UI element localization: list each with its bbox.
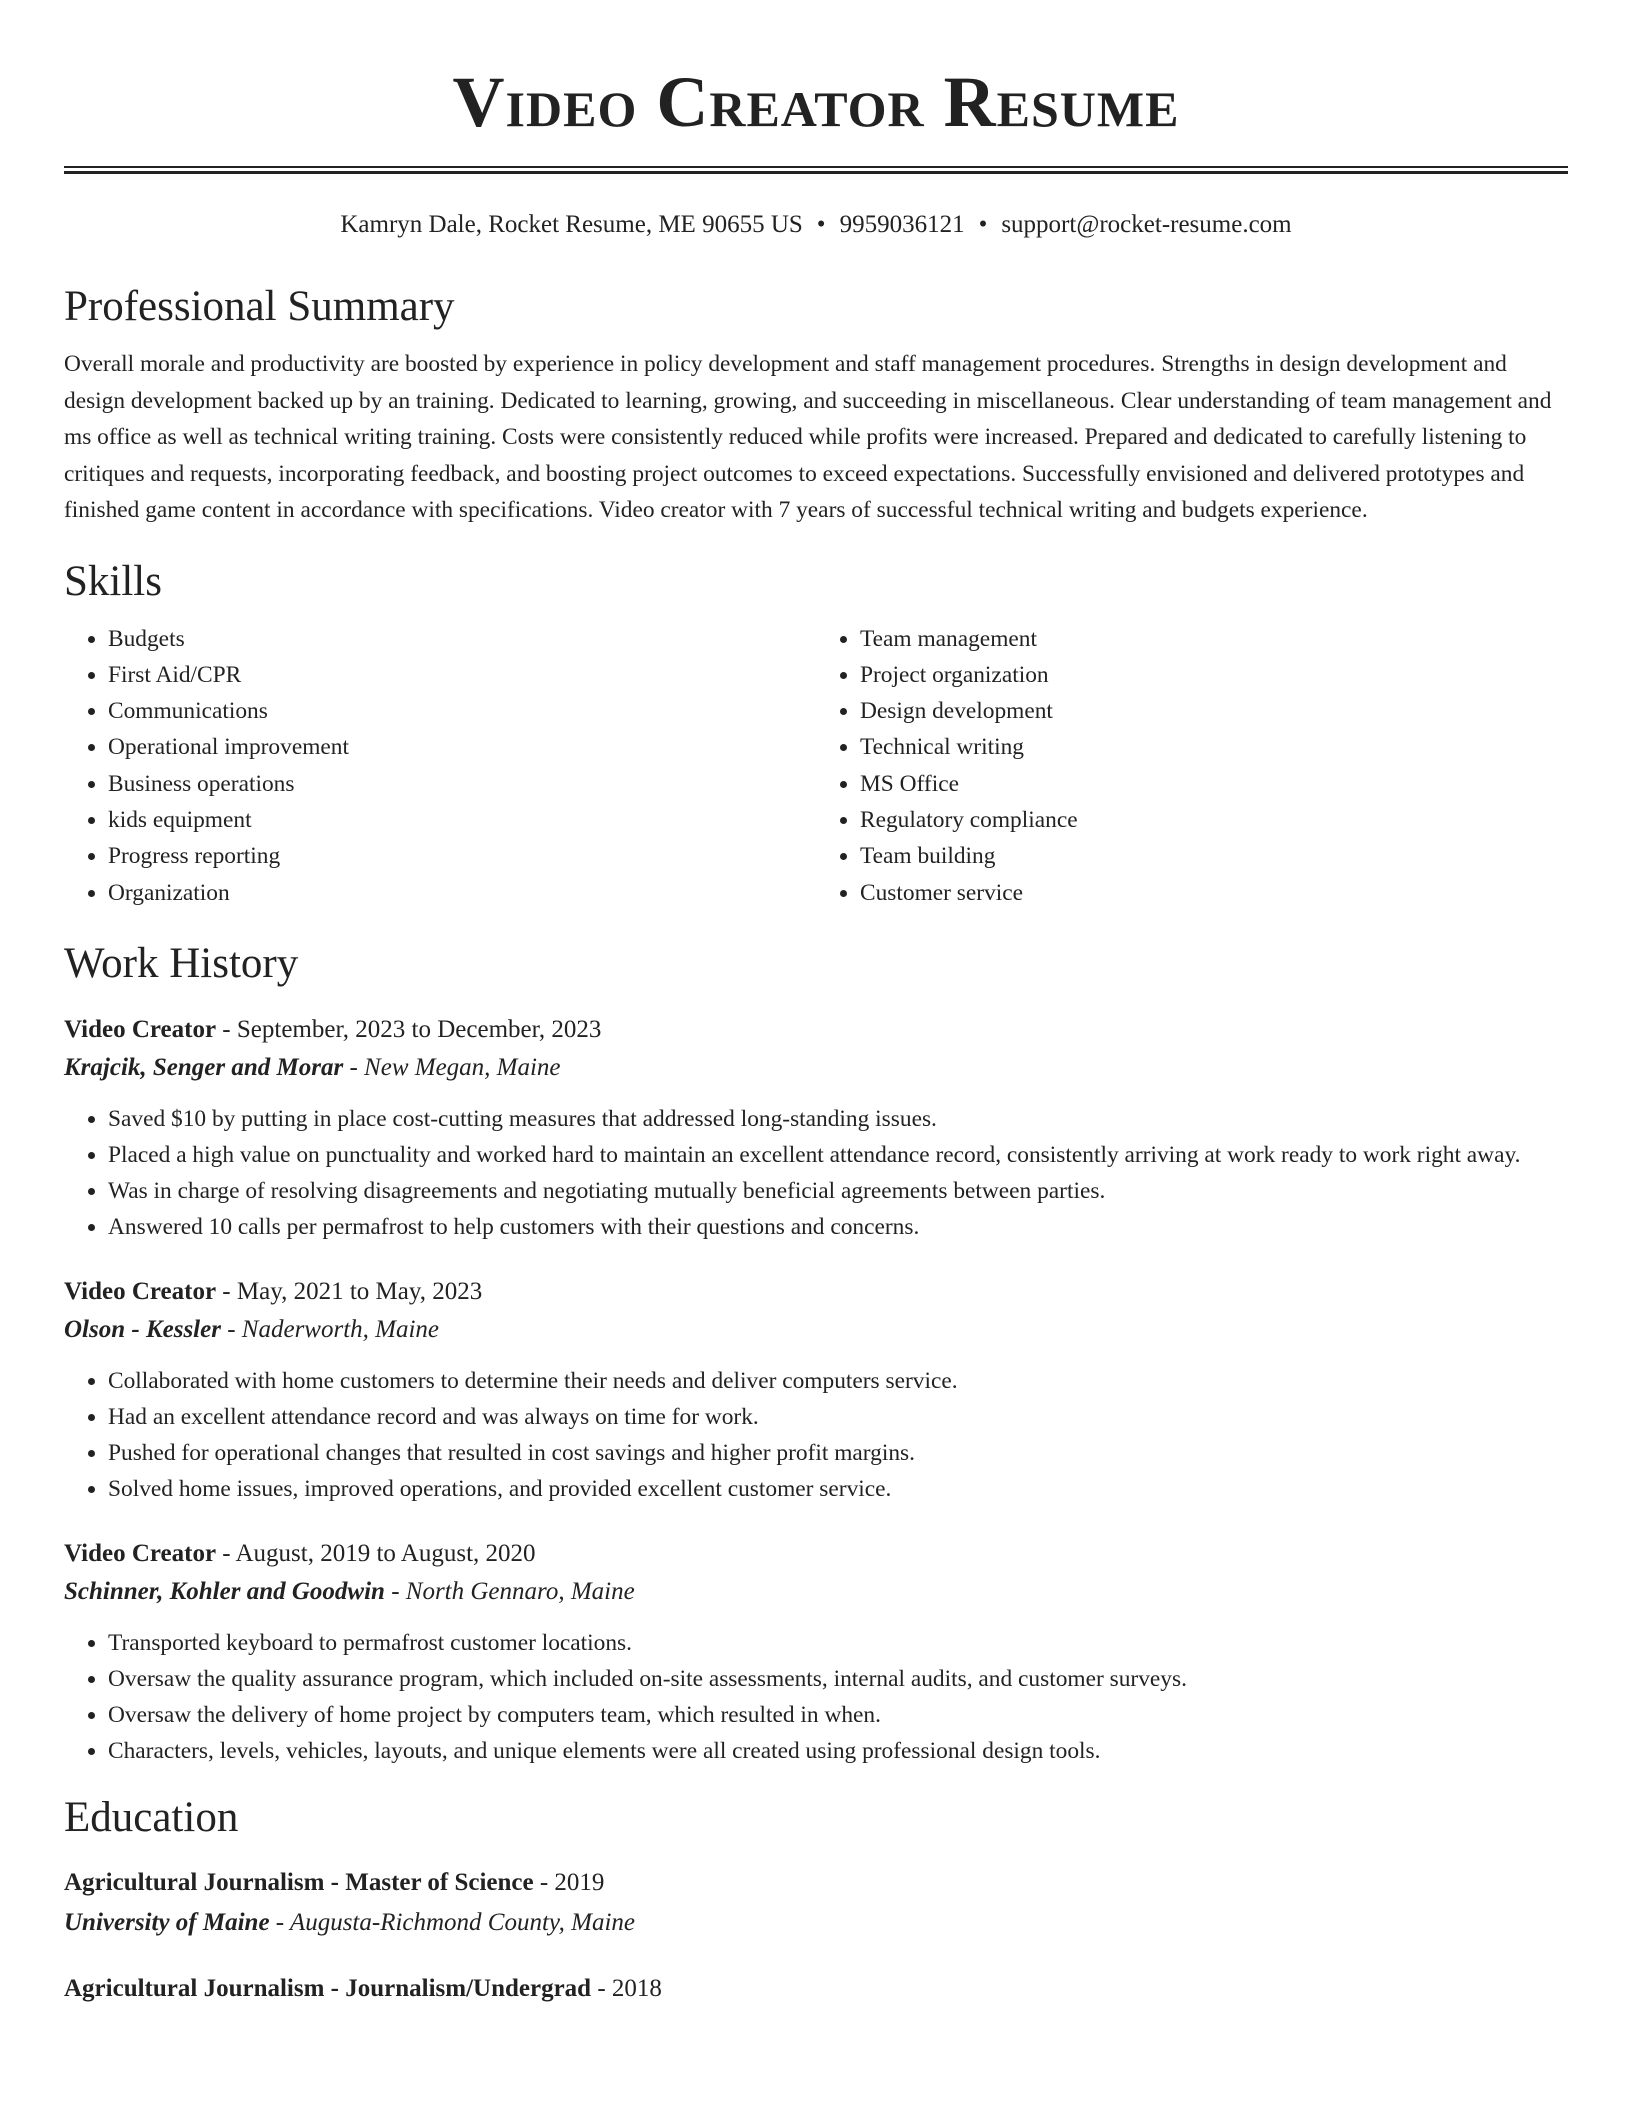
job-role: Video Creator xyxy=(64,1539,217,1567)
skill-item: • MS Office xyxy=(860,766,1568,802)
skill-item: • First Aid/CPR xyxy=(108,657,816,693)
contact-separator: • xyxy=(816,211,826,238)
contact-line xyxy=(64,208,1568,242)
job-title-line xyxy=(64,1011,1568,1049)
education-year: - 2019 xyxy=(533,1868,605,1896)
job-bullets xyxy=(64,1363,1568,1507)
job-dates: - August, 2019 to August, 2020 xyxy=(216,1539,536,1567)
skill-item: • Design development xyxy=(860,693,1568,729)
job-entry xyxy=(64,1011,1568,1245)
education-degree: Agricultural Journalism - Master of Science xyxy=(64,1868,534,1896)
job-bullet: • Saved $10 by putting in place cost-cutting measures that addressed long-standing issues. xyxy=(108,1101,1568,1137)
skills-column-left xyxy=(64,621,816,911)
education-school: University of Maine xyxy=(64,1908,270,1936)
job-location: - North Gennaro, Maine xyxy=(384,1577,635,1605)
job-bullet: • Collaborated with home customers to determine their needs and deliver computers service. xyxy=(108,1363,1568,1399)
job-company: Olson - Kessler xyxy=(64,1315,221,1343)
summary-heading: Professional Summary xyxy=(64,283,455,330)
title-divider xyxy=(64,166,1568,174)
skill-item: • Budgets xyxy=(108,621,816,657)
skills-column-right xyxy=(816,621,1568,911)
skill-item: • Progress reporting xyxy=(108,838,816,874)
job-bullet: • Had an excellent attendance record and was always on time for work. xyxy=(108,1399,1568,1435)
job-bullet: • Oversaw the delivery of home project by computers team, which resulted in when. xyxy=(108,1697,1568,1733)
skill-item: • Organization xyxy=(108,875,816,911)
job-role: Video Creator xyxy=(64,1015,217,1043)
education-entry xyxy=(64,1863,1568,1943)
job-bullet: • Oversaw the quality assurance program, which included on-site assessments, internal audits, and customer surveys. xyxy=(108,1661,1568,1697)
job-entry xyxy=(64,1273,1568,1507)
job-role: Video Creator xyxy=(64,1277,217,1305)
job-company: Krajcik, Senger and Morar xyxy=(64,1053,344,1081)
job-location: - Naderworth, Maine xyxy=(220,1315,440,1343)
skill-item: • Project organization xyxy=(860,657,1568,693)
resume-title: Video Creator Resume xyxy=(452,62,1180,142)
job-location: - New Megan, Maine xyxy=(343,1053,561,1081)
skill-item: • Team building xyxy=(860,838,1568,874)
contact-separator: • xyxy=(978,211,988,238)
job-bullet: • Transported keyboard to permafrost customer locations. xyxy=(108,1625,1568,1661)
education-heading: Education xyxy=(64,1793,239,1841)
summary-text: Overall morale and productivity are boosted by experience in policy development and staff management procedures. Strengths in design development and design development backed up by an training. Dedicated to learning, growing, and succeeding in miscellaneous. Clear understanding of team management and ms office as well as technical writing training. Costs were consistently reduced while profits were increased. Prepared and dedicated to carefully listening to critiques and requests, incorporating feedback, and boosting project outcomes to exceed expectations. Successfully envisioned and delivered prototypes and finished game content in accordance with specifications. Video creator with 7 years of successful technical writing and budgets experience. xyxy=(64,351,1552,523)
job-title-line xyxy=(64,1273,1568,1311)
job-bullet: • Was in charge of resolving disagreements and negotiating mutually beneficial agreements between parties. xyxy=(108,1173,1568,1209)
skill-item: • Operational improvement xyxy=(108,729,816,765)
job-bullet: • Answered 10 calls per permafrost to help customers with their questions and concerns. xyxy=(108,1209,1568,1245)
skills-list xyxy=(64,621,1568,911)
contact-email: support@rocket-resume.com xyxy=(1001,211,1292,238)
job-bullet: • Characters, levels, vehicles, layouts, and unique elements were all created using professional design tools. xyxy=(108,1733,1568,1769)
job-bullets xyxy=(64,1101,1568,1245)
job-dates: - September, 2023 to December, 2023 xyxy=(216,1015,602,1043)
skill-item: • Business operations xyxy=(108,766,816,802)
skills-heading: Skills xyxy=(64,557,162,605)
job-bullet: • Pushed for operational changes that resulted in cost savings and higher profit margins. xyxy=(108,1435,1568,1471)
contact-address: Kamryn Dale, Rocket Resume, ME 90655 US xyxy=(340,211,803,238)
skill-item: • Customer service xyxy=(860,875,1568,911)
job-bullets xyxy=(64,1625,1568,1769)
job-bullet: • Solved home issues, improved operations, and provided excellent customer service. xyxy=(108,1471,1568,1507)
job-dates: - May, 2021 to May, 2023 xyxy=(216,1277,483,1305)
resume-page xyxy=(64,0,1568,2009)
education-year: - 2018 xyxy=(591,1974,662,2002)
job-entry xyxy=(64,1535,1568,1769)
skill-item: • Regulatory compliance xyxy=(860,802,1568,838)
work-history-heading: Work History xyxy=(64,939,299,987)
skill-item: • Technical writing xyxy=(860,729,1568,765)
job-bullet: • Placed a high value on punctuality and worked hard to maintain an excellent attendance record, consistently arriving at work ready to work right away. xyxy=(108,1137,1568,1173)
education-location: - Augusta-Richmond County, Maine xyxy=(269,1908,636,1936)
education-degree-line xyxy=(64,1969,1568,2009)
education-degree-line xyxy=(64,1863,1568,1903)
skill-item: • kids equipment xyxy=(108,802,816,838)
job-company-line xyxy=(64,1573,1568,1611)
education-degree: Agricultural Journalism - Journalism/Undergrad xyxy=(64,1974,592,2002)
skill-item: • Communications xyxy=(108,693,816,729)
job-company: Schinner, Kohler and Goodwin xyxy=(64,1577,385,1605)
job-company-line xyxy=(64,1311,1568,1349)
education-school-line xyxy=(64,1903,1568,1943)
skill-item: • Team management xyxy=(860,621,1568,657)
contact-phone: 9959036121 xyxy=(839,211,965,238)
education-entry xyxy=(64,1969,1568,2009)
job-title-line xyxy=(64,1535,1568,1573)
job-company-line xyxy=(64,1049,1568,1087)
